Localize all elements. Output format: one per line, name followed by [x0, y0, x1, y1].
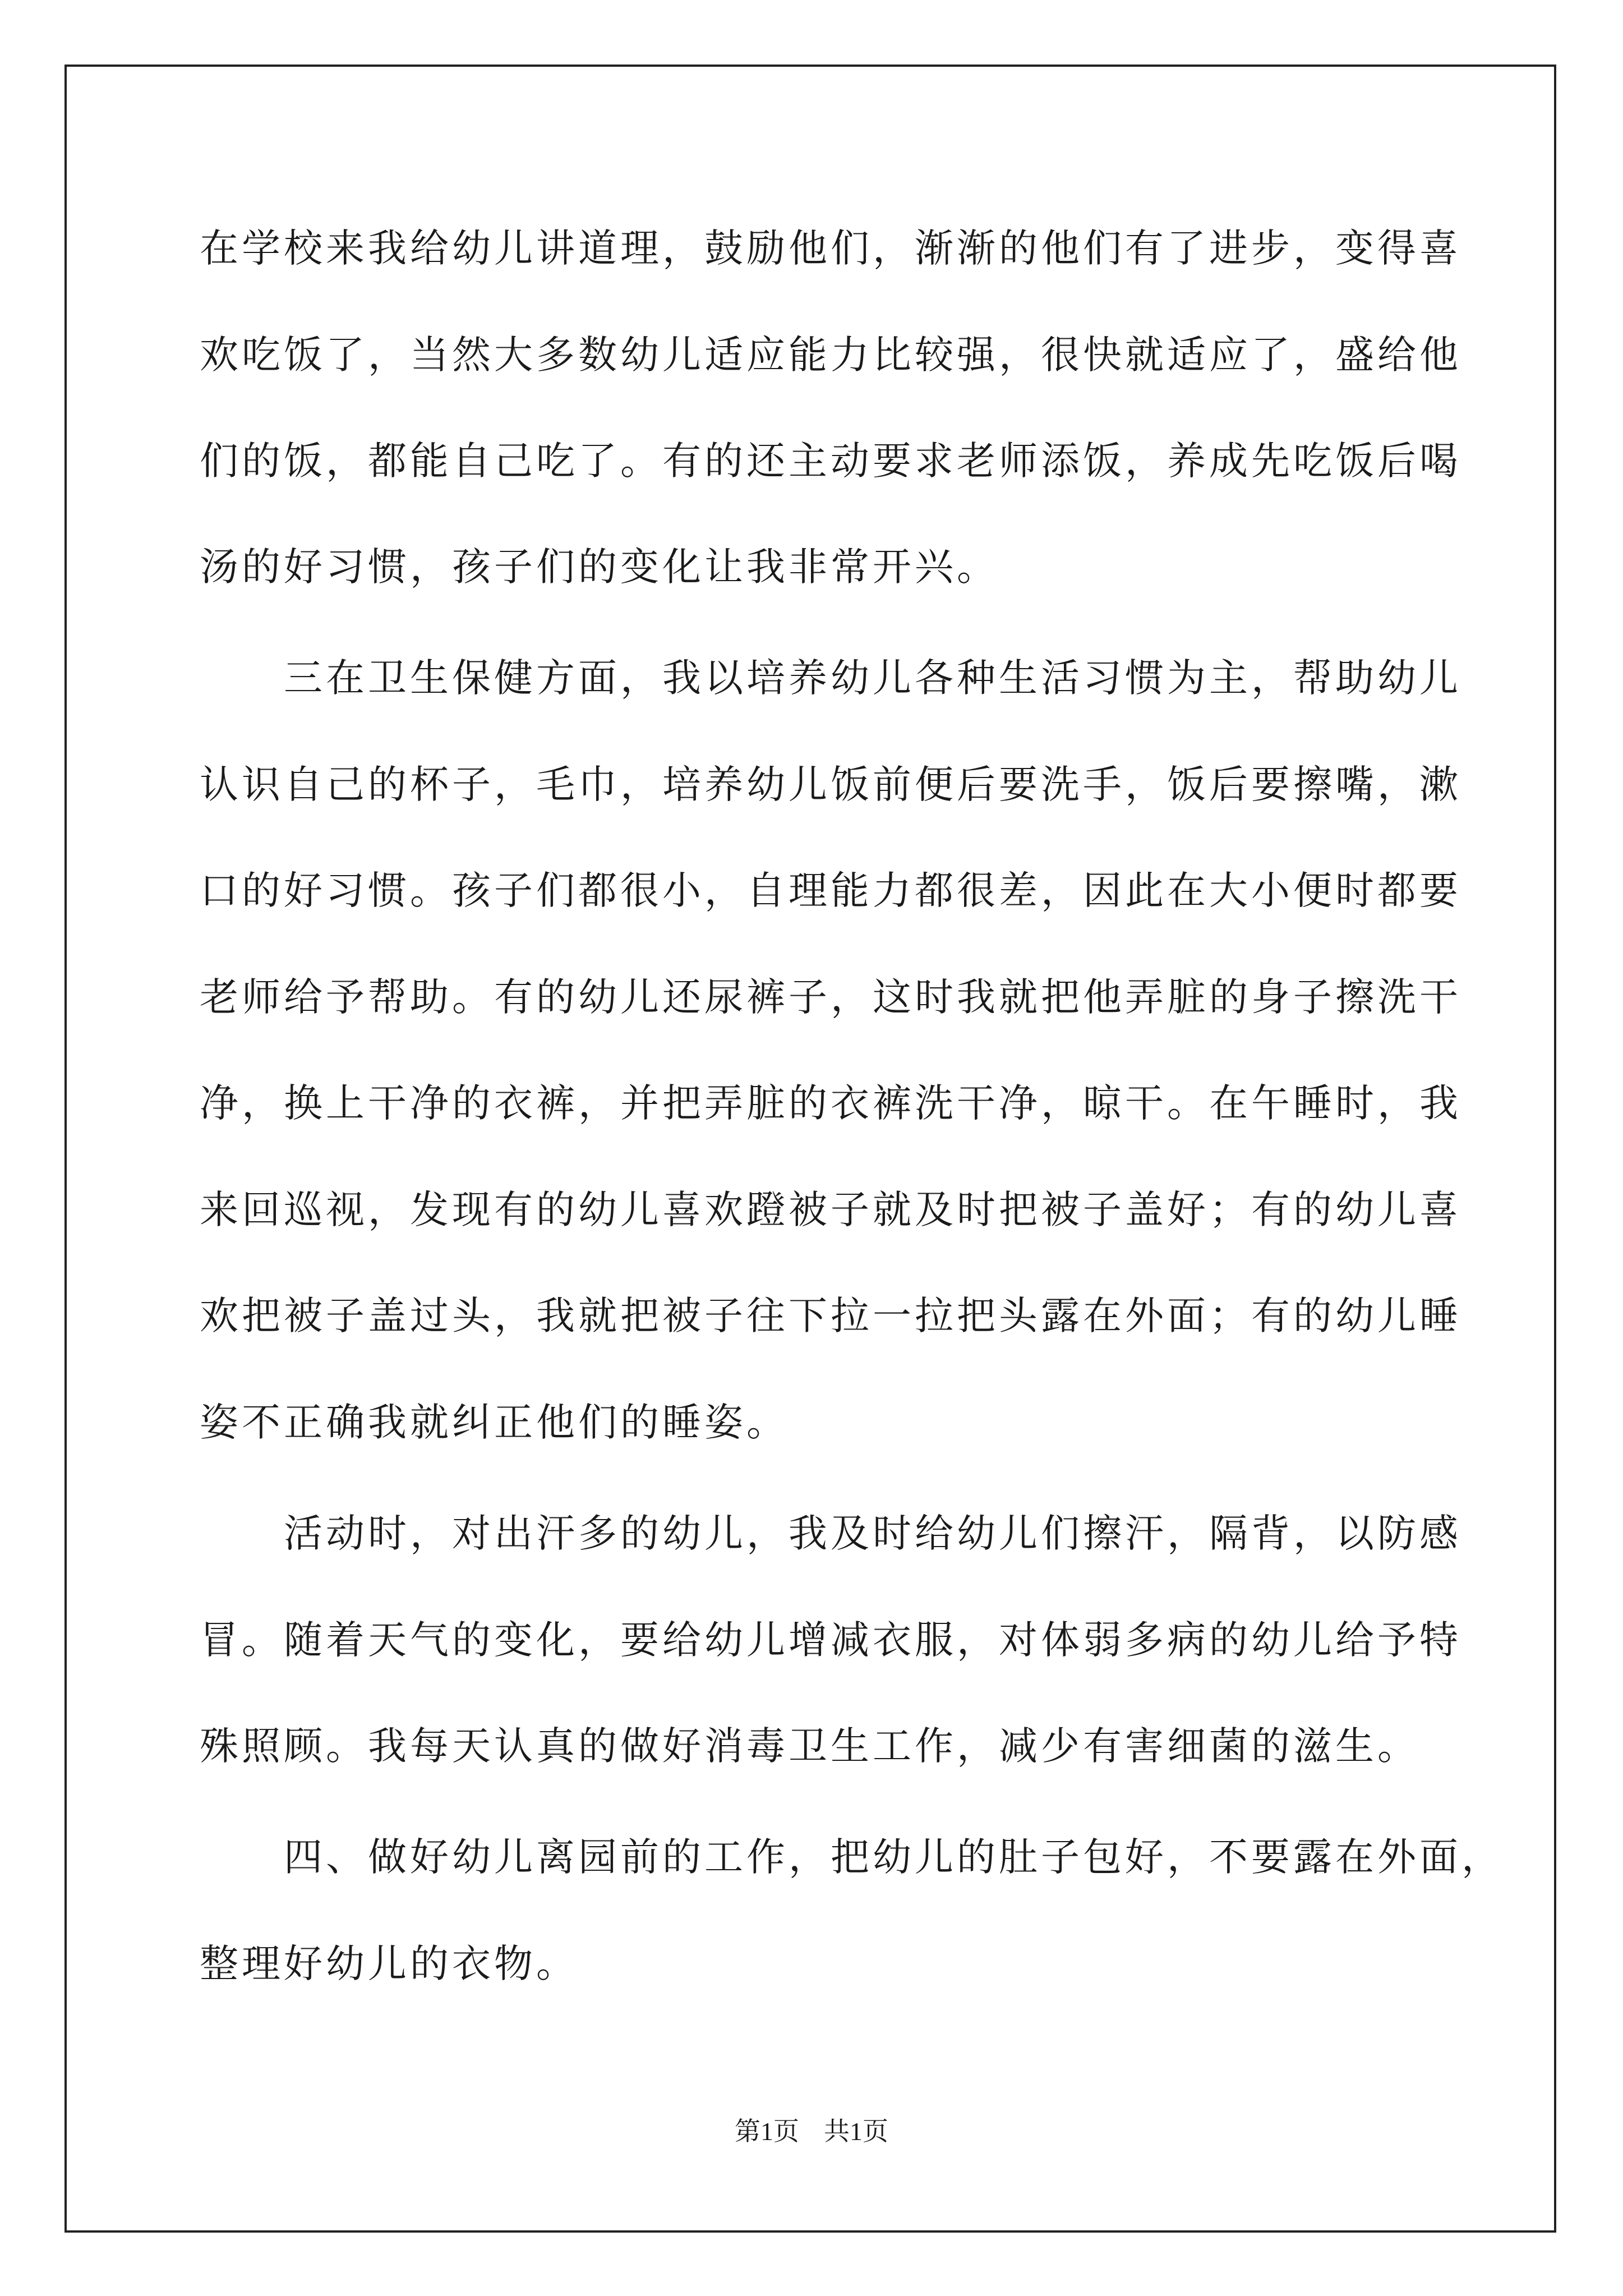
page-number: 第1页	[735, 2117, 799, 2146]
page-total: 共1页	[824, 2117, 888, 2146]
text-line: 在学校来我给幼儿讲道理，鼓励他们，渐渐的他们有了进步，变得喜	[200, 226, 1461, 271]
text-line: 来回巡视，发现有的幼儿喜欢蹬被子就及时把被子盖好；有的幼儿喜	[200, 1188, 1461, 1232]
text-line: 欢吃饭了，当然大多数幼儿适应能力比较强，很快就适应了，盛给他	[200, 333, 1461, 378]
text-line: 姿不正确我就纠正他们的睡姿。	[200, 1400, 789, 1445]
text-line: 殊照顾。我每天认真的做好消毒卫生工作，减少有害细菌的滋生。	[200, 1724, 1419, 1769]
text-line: 整理好幼儿的衣物。	[200, 1941, 578, 1986]
text-line: 欢把被子盖过头，我就把被子往下拉一拉把头露在外面；有的幼儿睡	[200, 1294, 1461, 1338]
page-border	[64, 65, 1556, 2233]
text-line: 净，换上干净的衣裤，并把弄脏的衣裤洗干净，晾干。在午睡时，我	[200, 1081, 1461, 1126]
page-footer	[0, 2115, 1623, 2148]
text-line: 口的好习惯。孩子们都很小，自理能力都很差，因此在大小便时都要	[200, 868, 1461, 913]
text-line: 活动时，对出汗多的幼儿，我及时给幼儿们擦汗，隔背，以防感	[200, 1511, 1461, 1556]
text-line: 四、做好幼儿离园前的工作，把幼儿的肚子包好，不要露在外面，	[200, 1835, 1504, 1880]
text-line: 认识自己的杯子，毛巾，培养幼儿饭前便后要洗手，饭后要擦嘴，漱	[200, 762, 1461, 807]
text-line: 汤的好习惯，孩子们的变化让我非常开兴。	[200, 545, 999, 590]
text-line: 老师给予帮助。有的幼儿还尿裤子，这时我就把他弄脏的身子擦洗干	[200, 975, 1461, 1020]
text-line: 冒。随着天气的变化，要给幼儿增减衣服，对体弱多病的幼儿给予特	[200, 1618, 1461, 1663]
text-line: 三在卫生保健方面，我以培养幼儿各种生活习惯为主，帮助幼儿	[200, 656, 1461, 701]
text-line: 们的饭，都能自己吃了。有的还主动要求老师添饭，养成先吃饭后喝	[200, 439, 1461, 484]
